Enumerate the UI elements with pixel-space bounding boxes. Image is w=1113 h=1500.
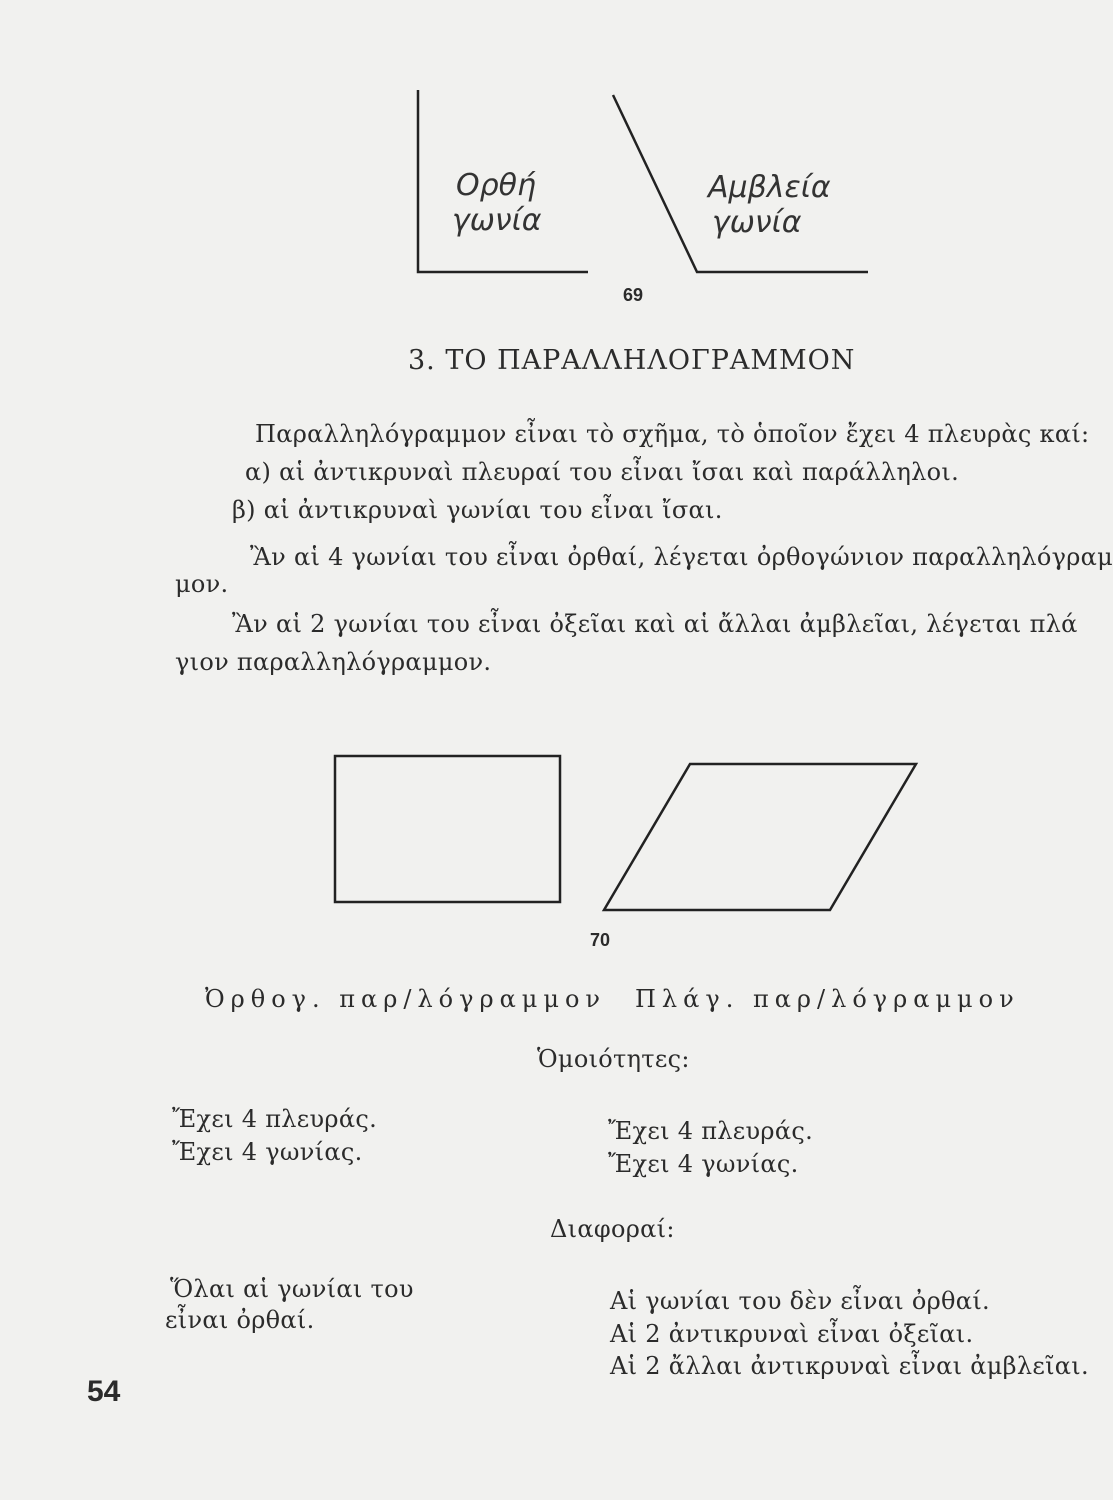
definition-line-4: Ἂν αἱ 4 γωνίαι του εἶναι ὀρθαί, λέγεται ὀρθογώνιον παραλληλόγραμ	[250, 543, 1113, 571]
right-angle-label-line1: Ορθή	[456, 168, 537, 203]
page-number: 54	[87, 1375, 121, 1408]
definition-line-2: α) αἱ ἀντικρυναὶ πλευραί του εἶναι ἴσαι καὶ παράλληλοι.	[245, 458, 960, 486]
definition-line-1: Παραλληλόγραμμον εἶναι τὸ σχῆμα, τὸ ὁποῖον ἔχει 4 πλευρὰς καί:	[255, 420, 1090, 448]
differences-heading: Διαφοραί:	[550, 1215, 675, 1243]
obtuse-angle-label-line1: Αμβλεία	[708, 170, 831, 205]
figure-69-number: 69	[623, 285, 644, 305]
obtuse-angle-label-line2: γωνία	[712, 205, 802, 240]
difference-right-1: Αἱ γωνίαι του δὲν εἶναι ὀρθαί.	[610, 1287, 990, 1315]
definition-line-3: β) αἱ ἀντικρυναὶ γωνίαι του εἶναι ἴσαι.	[232, 496, 723, 524]
rectangle-shape	[335, 756, 560, 902]
definition-line-7: γιον παραλληλόγραμμον.	[175, 648, 492, 676]
difference-left-2: εἶναι ὀρθαί.	[165, 1306, 315, 1334]
section-title: 3. ΤΟ ΠΑΡΑΛΛΗΛΟΓΡΑΜΜΟΝ	[408, 345, 856, 376]
right-angle-label-line2: γωνία	[452, 203, 542, 238]
similarity-left-1: Ἔχει 4 πλευράς.	[172, 1105, 378, 1133]
caption-parallelogram: Πλάγ. παρ/λόγραμμον	[635, 985, 1020, 1013]
difference-right-2: Αἱ 2 ἀντικρυναὶ εἶναι ὀξεῖαι.	[610, 1320, 974, 1348]
definition-line-5: μον.	[175, 570, 229, 598]
difference-right-3: Αἱ 2 ἄλλαι ἀντικρυναὶ εἶναι ἀμβλεῖαι.	[610, 1352, 1089, 1380]
similarity-right-1: Ἔχει 4 πλευράς.	[608, 1117, 814, 1145]
parallelogram-shape	[604, 764, 916, 910]
figure-70-shapes	[0, 740, 1043, 920]
similarity-right-2: Ἔχει 4 γωνίας.	[608, 1150, 799, 1178]
definition-line-6: Ἂν αἱ 2 γωνίαι του εἶναι ὀξεῖαι καὶ αἱ ἄλλαι ἀμβλεῖαι, λέγεται πλά	[232, 610, 1078, 638]
difference-left-1: Ὅλαι αἱ γωνίαι του	[170, 1275, 414, 1303]
figure-70-number: 70	[590, 930, 611, 950]
similarity-left-2: Ἔχει 4 γωνίας.	[172, 1138, 363, 1166]
similarities-heading: Ὁμοιότητες:	[537, 1045, 690, 1073]
caption-rectangle: Ὀρθογ. παρ/λόγραμμον	[205, 985, 607, 1013]
figure-69-angles	[0, 0, 1043, 300]
